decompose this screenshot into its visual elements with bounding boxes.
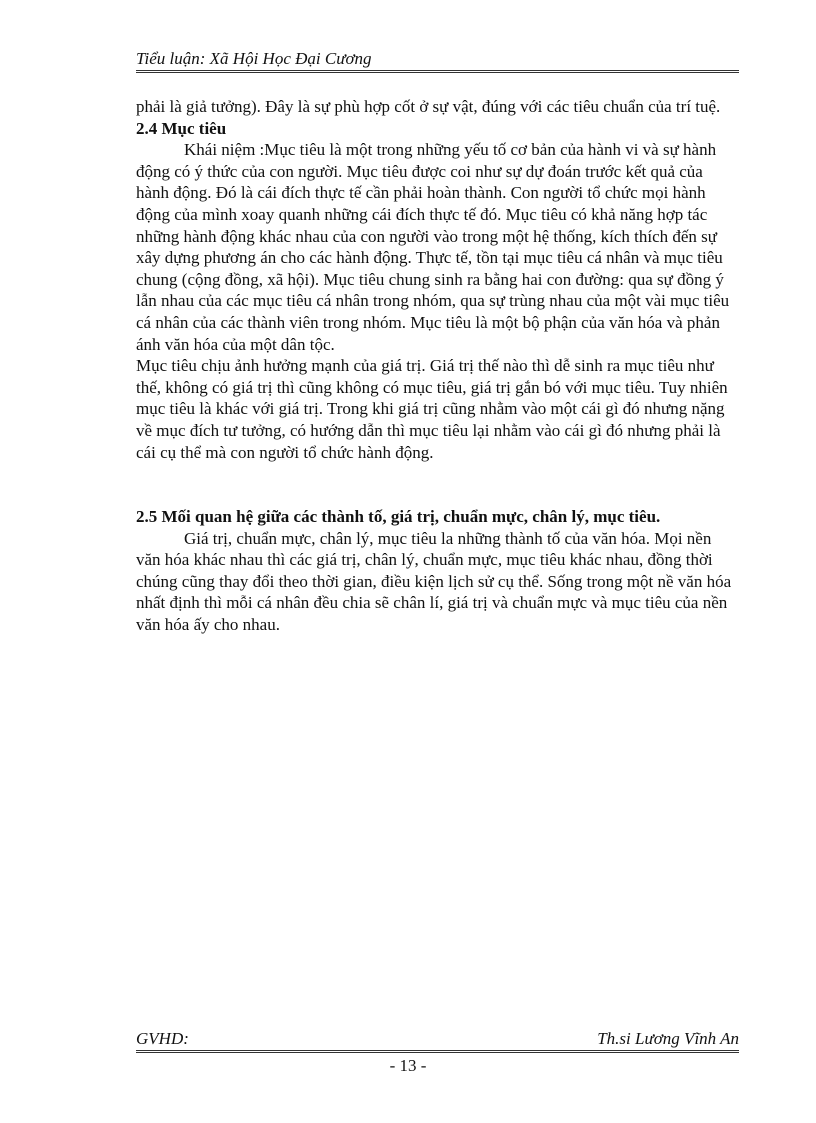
page-header (136, 48, 739, 71)
section-2-4-paragraph-2: Mục tiêu chịu ảnh hưởng mạnh của giá trị. Giá trị thế nào thì dễ sinh ra mục tiêu như thế, không có giá trị thì cũng không có mục tiêu, giá trị gắn bó với mục tiêu. Tuy nhiên mục tiêu là khác với giá trị. Trong khi giá trị cũng nhằm vào một cái gì đó nhưng nặng về mục đích tư tưởng, có hướng dẫn thì mục tiêu lại nhằm vào cái gì đó nhưng phải là cái cụ thể mà con người tổ chức hành động. (136, 356, 728, 462)
header-title: Tiểu luận: Xã Hội Học Đại Cương (136, 49, 372, 68)
section-heading-2-4: 2.4 Mục tiêu (136, 118, 227, 138)
footer-advisor-name: Th.si Lương Vĩnh An (597, 1029, 739, 1048)
section-spacer (136, 463, 739, 506)
footer-advisor-label: GVHD: (136, 1029, 189, 1048)
section-2-5-paragraph-1: Giá trị, chuẩn mực, chân lý, mục tiêu la những thành tố của văn hóa. Mọi nền văn hóa khác nhau thì các giá trị, chân lý, chuẩn mực, mục tiêu khác nhau, đồng thời chúng cũng thay đổi theo thời gian, điều kiện lịch sử cụ thể. Sống trong một nề văn hóa nhất định thì mỗi cá nhân đều chia sẽ chân lí, giá trị và chuẩn mực và mục tiêu của nền văn hóa ấy cho nhau. (136, 528, 732, 635)
section-2-4-paragraph-1: Khái niệm :Mục tiêu là một trong những yếu tố cơ bản của hành vi và sự hành động có ý thức của con người. Mục tiêu được coi như sự dự đoán trước kết quả của hành động. Đó là cái đích thực tế cần phải hoàn thành. Con người tổ chức mọi hành động của mình xoay quanh những cái đích thực tế đó. Mục tiêu có khả năng hợp tác những hành động khác nhau của con người vào trong một hệ thống, kích thích đến sự xây dựng phương án cho các hành động. Thực tế, tồn tại mục tiêu cá nhân và mục tiêu chung (cộng đồng, xã hội). Mục tiêu chung sinh ra bằng hai con đường: qua sự đồng ý lẫn nhau của các mục tiêu cá nhân trong nhóm, qua sự trùng nhau của một vài mục tiêu cá nhân của các thành viên trong nhóm. Mục tiêu là một bộ phận của văn hóa và phản ánh văn hóa của một dân tộc. (136, 140, 730, 354)
section-heading-2-5: 2.5 Mối quan hệ giữa các thành tố, giá trị, chuẩn mực, chân lý, mục tiêu. (136, 507, 661, 527)
page-number: - 13 - (389, 1056, 427, 1075)
page-footer (136, 1028, 739, 1051)
document-body (136, 96, 739, 636)
intro-paragraph: phải là giả tưởng). Đây là sự phù hợp cốt ở sự vật, đúng với các tiêu chuẩn của trí tuệ. (136, 97, 721, 116)
